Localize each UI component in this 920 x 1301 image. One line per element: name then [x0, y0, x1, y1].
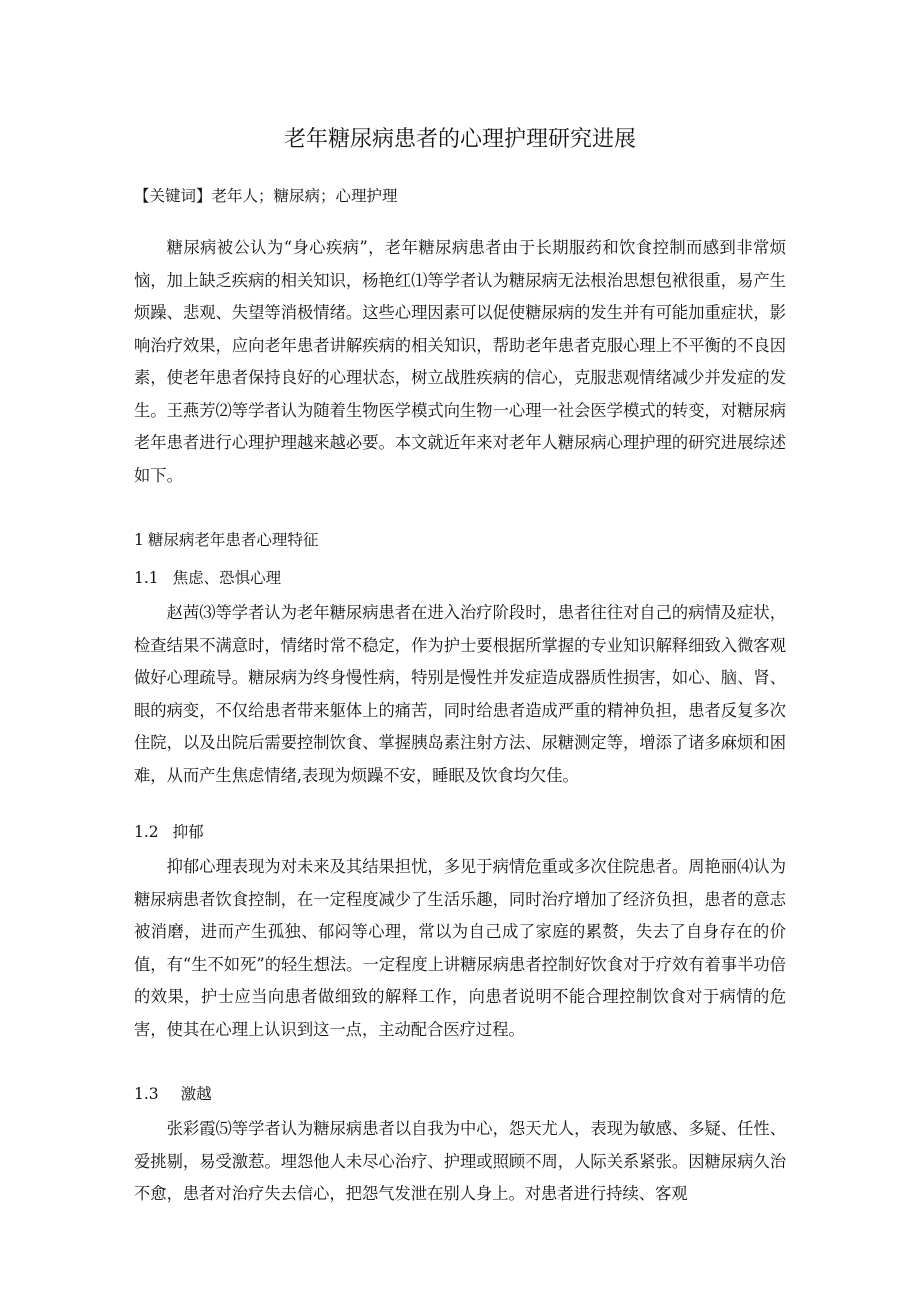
section-1-2-heading [134, 818, 204, 846]
keywords-line [134, 182, 398, 210]
section-1-3-paragraph: 张彩霞⑸等学者认为糖尿病患者以自我为中心，怨天尤人，表现为敏感、多疑、任性、爱挑剔，易受激惹。埋怨他人未尽心治疗、护理或照顾不周，人际关系紧张。因糖尿病久治不愈，患者对治疗失去信心，把怨气发泄在别人身上。对患者进行持续、客观 [134, 1119, 786, 1203]
section-1-3-title: 激越 [180, 1085, 212, 1103]
section-1-3-number: 1.3 [134, 1085, 159, 1103]
keywords-label: 【关键词】 [134, 187, 212, 205]
section-1-heading [134, 526, 318, 554]
section-1-1-paragraph: 赵茜⑶等学者认为老年糖尿病患者在进入治疗阶段时，患者往往对自己的病情及症状，检查结果不满意时，情绪时常不稳定，作为护士要根据所掌握的专业知识解释细致入微客观做好心理疏导。糖尿病为终身慢性病，特别是慢性并发症造成器质性损害，如心、脑、肾、眼的病变，不仅给患者带来躯体上的痛苦，同时给患者造成严重的精神负担，患者反复多次住院，以及出院后需要控制饮食、掌握胰岛素注射方法、尿糖测定等，增添了诸多麻烦和困难，从而产生焦虑情绪,表现为烦躁不安，睡眠及饮食均欠佳。 [134, 603, 786, 785]
section-1-2-title: 抑郁 [172, 823, 204, 841]
section-1-2-number: 1.2 [134, 823, 159, 841]
section-1-1-title: 焦虑、恐惧心理 [172, 569, 282, 587]
section-1-1-number: 1.1 [134, 569, 159, 587]
intro-paragraph: 糖尿病被公认为“身心疾病”，老年糖尿病患者由于长期服药和饮食控制而感到非常烦恼，加上缺乏疾病的相关知识，杨艳红⑴等学者认为糖尿病无法根治思想包袱很重，易产生烦躁、悲观、失望等消极情绪。这些心理因素可以促使糖尿病的发生并有可能加重症状，影响治疗效果，应向老年患者讲解疾病的相关知识，帮助老年患者克服心理上不平衡的不良因素，使老年患者保持良好的心理状态，树立战胜疾病的信心，克服悲观情绪减少并发症的发生。王燕芳⑵等学者认为随着生物医学模式向生物一心理一社会医学模式的转变，对糖尿病老年患者进行心理护理越来越必要。本文就近年来对老年人糖尿病心理护理的研究进展综述如下。 [134, 238, 786, 485]
section-1-3-heading [134, 1080, 212, 1108]
keywords-value: 老年人；糖尿病；心理护理 [211, 187, 398, 205]
section-1-1-heading [134, 564, 281, 592]
section-1-number: 1 [134, 531, 144, 549]
section-1-2-paragraph: 抑郁心理表现为对未来及其结果担忧，多见于病情危重或多次住院患者。周艳丽⑷认为糖尿病患者饮食控制，在一定程度减少了生活乐趣，同时治疗增加了经济负担，患者的意志被消磨，进而产生孤独、郁闷等心理，常以为自己成了家庭的累赘，失去了自身存在的价值，有“生不如死”的轻生想法。一定程度上讲糖尿病患者控制好饮食对于疗效有着事半功倍的效果，护士应当向患者做细致的解释工作，向患者说明不能合理控制饮食对于病情的危害，使其在心理上认识到这一点，主动配合医疗过程。 [134, 857, 786, 1039]
document-title: 老年糖尿病患者的心理护理研究进展 [283, 127, 636, 152]
section-1-title: 糖尿病老年患者心理特征 [147, 531, 319, 549]
